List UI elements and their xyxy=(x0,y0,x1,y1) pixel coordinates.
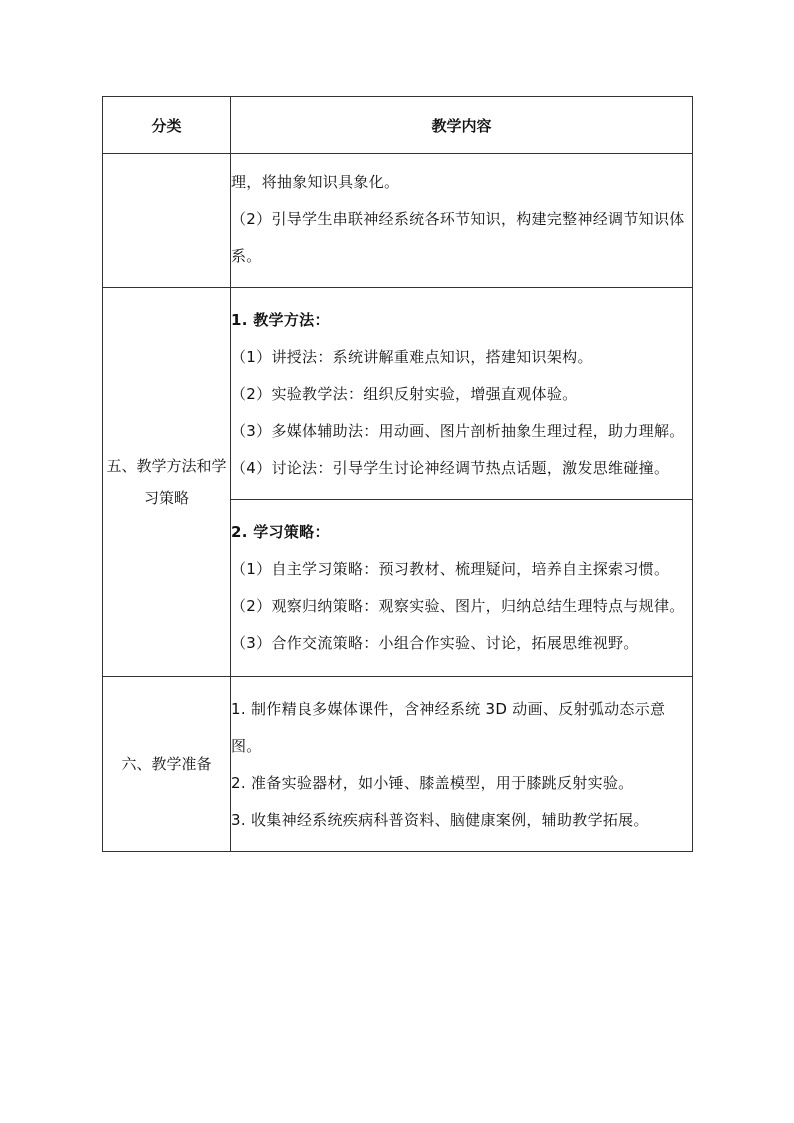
table-row xyxy=(103,288,693,500)
row-category-methods xyxy=(103,288,231,677)
content-line: （3）合作交流策略：小组合作实验、讨论，拓展思维视野。 xyxy=(231,634,639,652)
row-category-preparation: 六、教学准备 xyxy=(103,677,231,852)
content-line: （1）讲授法：系统讲解重难点知识，搭建知识架构。 xyxy=(231,348,593,366)
content-line: （2）实验教学法：组织反射实验，增强直观体验。 xyxy=(231,385,578,403)
content-line: （4）讨论法：引导学生讨论神经调节热点话题，激发思维碰撞。 xyxy=(231,459,670,477)
content-block xyxy=(231,154,692,287)
row-content-learning-strategies xyxy=(231,500,693,677)
category-label: 五、教学方法和学习策略 xyxy=(106,457,227,507)
content-line: 3. 收集神经系统疾病科普资料、脑健康案例，辅助教学拓展。 xyxy=(231,811,649,829)
row-category-empty xyxy=(103,154,231,288)
content-block xyxy=(231,500,692,676)
lesson-plan-table xyxy=(102,96,693,852)
row-content xyxy=(231,154,693,288)
table-header-row xyxy=(103,97,693,154)
content-line: （1）自主学习策略：预习教材、梳理疑问，培养自主探索习惯。 xyxy=(231,560,670,578)
content-line: （2）观察归纳策略：观察实验、图片，归纳总结生理特点与规律。 xyxy=(231,597,685,615)
content-block xyxy=(231,677,692,851)
content-line: 理，将抽象知识具象化。 xyxy=(231,173,400,191)
row-content-preparation xyxy=(231,677,693,852)
content-block xyxy=(231,288,692,499)
content-line: （3）多媒体辅助法：用动画、图片剖析抽象生理过程，助力理解。 xyxy=(231,422,685,440)
section-heading: 2. 学习策略： xyxy=(231,523,330,541)
header-content: 教学内容 xyxy=(231,97,693,154)
section-heading: 1. 教学方法： xyxy=(231,311,330,329)
header-category: 分类 xyxy=(103,97,231,154)
content-line: （2）引导学生串联神经系统各环节知识，构建完整神经调节知识体系。 xyxy=(231,210,685,265)
table-row xyxy=(103,677,693,852)
table-row xyxy=(103,154,693,288)
row-content-teaching-methods xyxy=(231,288,693,500)
content-line: 2. 准备实验器材，如小锤、膝盖模型，用于膝跳反射实验。 xyxy=(231,774,634,792)
content-line: 1. 制作精良多媒体课件，含神经系统 3D 动画、反射弧动态示意图。 xyxy=(231,700,666,755)
